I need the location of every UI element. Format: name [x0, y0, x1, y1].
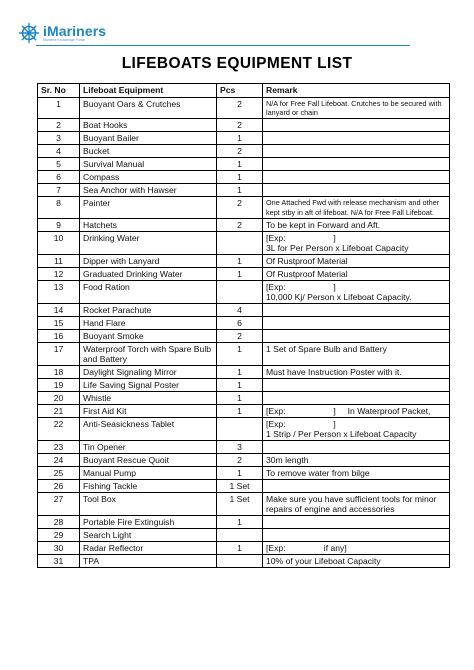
- table-row: [38, 404, 450, 417]
- table-row: [38, 479, 450, 492]
- row-pcs: 2: [217, 329, 263, 342]
- row-sr-no: 14: [38, 303, 80, 316]
- table-row: [38, 218, 450, 231]
- row-remark: [263, 479, 450, 492]
- row-sr-no: 4: [38, 145, 80, 158]
- table-row: [38, 554, 450, 567]
- row-equipment: Waterproof Torch with Spare Bulb and Battery: [80, 342, 217, 365]
- row-equipment: Bucket: [80, 145, 217, 158]
- row-pcs: [217, 417, 263, 440]
- row-equipment: Life Saving Signal Poster: [80, 378, 217, 391]
- row-pcs: 1: [217, 184, 263, 197]
- table-row: [38, 417, 450, 440]
- row-pcs: 6: [217, 316, 263, 329]
- header-pcs: Pcs: [217, 84, 263, 98]
- table-row: [38, 197, 450, 218]
- row-equipment: Buoyant Smoke: [80, 329, 217, 342]
- row-remark: [263, 119, 450, 132]
- row-equipment: Radar Reflector: [80, 541, 217, 554]
- row-pcs: 1: [217, 466, 263, 479]
- row-remark: [263, 316, 450, 329]
- site-logo: [18, 22, 106, 44]
- row-pcs: [217, 528, 263, 541]
- row-remark: Must have Instruction Poster with it.: [263, 365, 450, 378]
- table-row: [38, 492, 450, 515]
- row-equipment: Anti-Seasickness Tablet: [80, 417, 217, 440]
- row-equipment: TPA: [80, 554, 217, 567]
- header-remark: Remark: [263, 84, 450, 98]
- row-sr-no: 1: [38, 98, 80, 119]
- row-equipment: Portable Fire Extinguish: [80, 515, 217, 528]
- row-sr-no: 12: [38, 267, 80, 280]
- table-row: [38, 466, 450, 479]
- row-pcs: 3: [217, 440, 263, 453]
- row-pcs: 1: [217, 378, 263, 391]
- row-remark: [263, 132, 450, 145]
- table-row: [38, 329, 450, 342]
- row-sr-no: 22: [38, 417, 80, 440]
- row-remark: [263, 171, 450, 184]
- row-pcs: 1: [217, 342, 263, 365]
- row-pcs: 1: [217, 404, 263, 417]
- logo-tagline: Maritime Knowledge Portal: [43, 37, 85, 42]
- table-row: [38, 391, 450, 404]
- row-remark: [Exp: if any]: [263, 541, 450, 554]
- row-sr-no: 19: [38, 378, 80, 391]
- equipment-table: [37, 83, 450, 568]
- row-equipment: Graduated Drinking Water: [80, 267, 217, 280]
- row-remark: To remove water from bilge: [263, 466, 450, 479]
- row-sr-no: 9: [38, 218, 80, 231]
- table-row: [38, 132, 450, 145]
- row-equipment: Tool Box: [80, 492, 217, 515]
- table-row: [38, 145, 450, 158]
- row-pcs: 1: [217, 158, 263, 171]
- row-sr-no: 10: [38, 231, 80, 254]
- row-remark: Of Rustproof Material: [263, 267, 450, 280]
- row-sr-no: 15: [38, 316, 80, 329]
- row-sr-no: 11: [38, 254, 80, 267]
- row-remark: One Attached Fwd with release mechanism and other kept stby in aft of lifeboat. N/A for Free Fall Lifeboat.: [263, 197, 450, 218]
- row-equipment: Tin Opener: [80, 440, 217, 453]
- row-equipment: Drinking Water: [80, 231, 217, 254]
- row-pcs: [217, 554, 263, 567]
- row-pcs: 2: [217, 145, 263, 158]
- table-row: [38, 453, 450, 466]
- header-sr-no: Sr. No: [38, 84, 80, 98]
- row-equipment: Hatchets: [80, 218, 217, 231]
- header-equipment: Lifeboat Equipment: [80, 84, 217, 98]
- table-row: [38, 158, 450, 171]
- table-row: [38, 267, 450, 280]
- row-remark: [263, 184, 450, 197]
- row-remark: [Exp: ] 1 Strip / Per Person x Lifeboat Capacity: [263, 417, 450, 440]
- table-row: [38, 541, 450, 554]
- row-sr-no: 21: [38, 404, 80, 417]
- row-pcs: 2: [217, 453, 263, 466]
- row-remark: Of Rustproof Material: [263, 254, 450, 267]
- table-header-row: [38, 84, 450, 98]
- row-sr-no: 5: [38, 158, 80, 171]
- row-sr-no: 7: [38, 184, 80, 197]
- row-sr-no: 8: [38, 197, 80, 218]
- row-equipment: Buoyant Bailer: [80, 132, 217, 145]
- row-remark: [263, 158, 450, 171]
- row-remark: N/A for Free Fall Lifeboat. Crutches to be secured with lanyard or chain: [263, 98, 450, 119]
- row-sr-no: 17: [38, 342, 80, 365]
- row-equipment: Sea Anchor with Hawser: [80, 184, 217, 197]
- row-equipment: Dipper with Lanyard: [80, 254, 217, 267]
- row-sr-no: 30: [38, 541, 80, 554]
- row-equipment: Hand Flare: [80, 316, 217, 329]
- row-equipment: Compass: [80, 171, 217, 184]
- row-pcs: 1: [217, 171, 263, 184]
- row-sr-no: 13: [38, 280, 80, 303]
- row-sr-no: 28: [38, 515, 80, 528]
- row-remark: [263, 528, 450, 541]
- row-sr-no: 18: [38, 365, 80, 378]
- table-row: [38, 378, 450, 391]
- row-sr-no: 2: [38, 119, 80, 132]
- table-row: [38, 342, 450, 365]
- header-divider: [36, 45, 410, 46]
- row-remark: To be kept in Forward and Aft.: [263, 218, 450, 231]
- row-sr-no: 16: [38, 329, 80, 342]
- row-remark: 10% of your Lifeboat Capacity: [263, 554, 450, 567]
- row-sr-no: 3: [38, 132, 80, 145]
- row-sr-no: 20: [38, 391, 80, 404]
- page-title: LIFEBOATS EQUIPMENT LIST: [121, 55, 353, 72]
- row-equipment: First Aid Kit: [80, 404, 217, 417]
- row-sr-no: 23: [38, 440, 80, 453]
- row-remark: 1 Set of Spare Bulb and Battery: [263, 342, 450, 365]
- ship-wheel-icon: [18, 22, 40, 44]
- row-pcs: 4: [217, 303, 263, 316]
- table-row: [38, 254, 450, 267]
- row-sr-no: 24: [38, 453, 80, 466]
- table-row: [38, 231, 450, 254]
- row-sr-no: 25: [38, 466, 80, 479]
- row-pcs: 1: [217, 132, 263, 145]
- row-sr-no: 27: [38, 492, 80, 515]
- table-row: [38, 184, 450, 197]
- table-row: [38, 280, 450, 303]
- row-pcs: [217, 231, 263, 254]
- table-row: [38, 171, 450, 184]
- row-equipment: Buoyant Oars & Crutches: [80, 98, 217, 119]
- row-remark: [263, 145, 450, 158]
- row-remark: [Exp: ] 10,000 Kj/ Person x Lifeboat Capacity.: [263, 280, 450, 303]
- row-remark: [263, 329, 450, 342]
- row-pcs: 2: [217, 197, 263, 218]
- row-remark: [263, 303, 450, 316]
- row-equipment: Boat Hooks: [80, 119, 217, 132]
- table-row: [38, 316, 450, 329]
- row-remark: [263, 391, 450, 404]
- table-row: [38, 119, 450, 132]
- table-row: [38, 303, 450, 316]
- row-sr-no: 29: [38, 528, 80, 541]
- row-pcs: 1 Set: [217, 479, 263, 492]
- logo-name: iMariners: [43, 22, 107, 39]
- row-pcs: 1: [217, 541, 263, 554]
- row-remark: Make sure you have sufficient tools for minor repairs of engine and accessories: [263, 492, 450, 515]
- row-remark: 30m length: [263, 453, 450, 466]
- table-row: [38, 515, 450, 528]
- row-pcs: [217, 280, 263, 303]
- table-row: [38, 365, 450, 378]
- row-pcs: 1: [217, 267, 263, 280]
- row-sr-no: 6: [38, 171, 80, 184]
- row-pcs: 2: [217, 218, 263, 231]
- row-remark: [Exp: ] In Waterproof Packet,: [263, 404, 450, 417]
- row-equipment: Rocket Parachute: [80, 303, 217, 316]
- row-equipment: Fishing Tackle: [80, 479, 217, 492]
- row-equipment: Search Light: [80, 528, 217, 541]
- row-equipment: Buoyant Rescue Quoit: [80, 453, 217, 466]
- row-remark: [Exp: ] 3L for Per Person x Lifeboat Capacity: [263, 231, 450, 254]
- row-equipment: Daylight Signaling Mirror: [80, 365, 217, 378]
- row-equipment: Painter: [80, 197, 217, 218]
- row-equipment: Whistle: [80, 391, 217, 404]
- row-pcs: 1: [217, 391, 263, 404]
- row-remark: [263, 440, 450, 453]
- row-pcs: 2: [217, 119, 263, 132]
- table-row: [38, 98, 450, 119]
- row-pcs: 1: [217, 365, 263, 378]
- row-equipment: Food Ration: [80, 280, 217, 303]
- row-remark: [263, 515, 450, 528]
- row-pcs: 1: [217, 515, 263, 528]
- row-sr-no: 31: [38, 554, 80, 567]
- row-pcs: 1 Set: [217, 492, 263, 515]
- row-remark: [263, 378, 450, 391]
- table-row: [38, 440, 450, 453]
- row-equipment: Manual Pump: [80, 466, 217, 479]
- row-sr-no: 26: [38, 479, 80, 492]
- table-row: [38, 528, 450, 541]
- row-pcs: 2: [217, 98, 263, 119]
- row-pcs: 1: [217, 254, 263, 267]
- row-equipment: Survival Manual: [80, 158, 217, 171]
